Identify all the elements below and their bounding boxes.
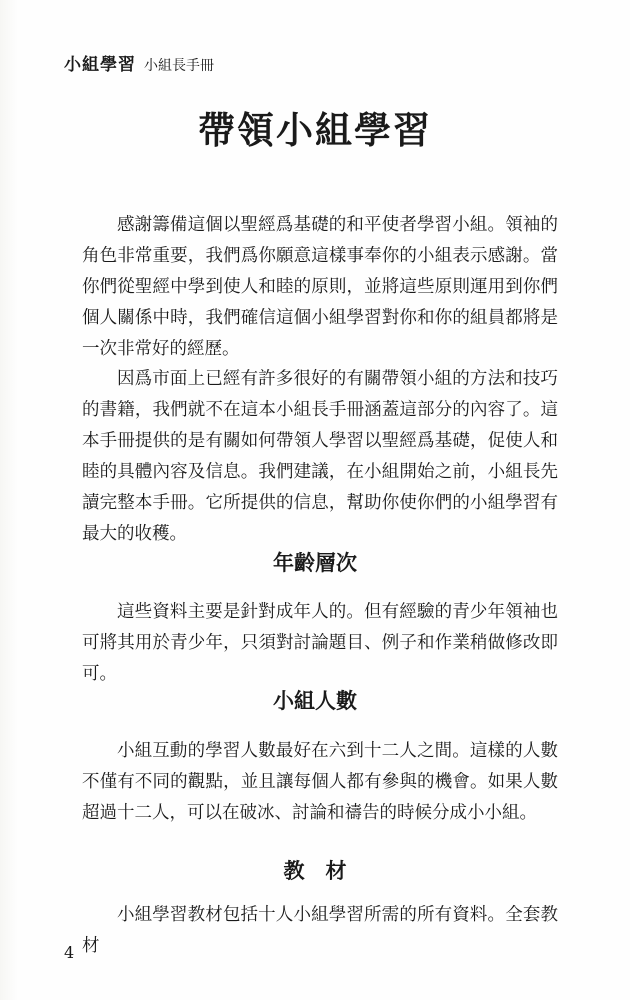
book-subtitle: 小組長手冊	[144, 58, 214, 74]
book-title: 小組學習	[64, 55, 136, 75]
section-heading-group-size: 小組人數	[273, 688, 357, 713]
section-text-age: 這些資料主要是針對成年人的。但有經驗的青少年領袖也可將其用於青少年，只須對討論題目、例子和作業稍做修改即可。	[82, 602, 558, 684]
section-text-group-size: 小組互動的學習人數最好在六到十二人之間。這樣的人數不僅有不同的觀點，並且讓每個人都有參與的機會。如果人數超過十二人，可以在破冰、討論和禱告的時候分成小小組。	[82, 741, 558, 823]
page-title: 帶領小組學習	[198, 108, 432, 152]
page-number: 4	[64, 943, 75, 962]
section-heading-materials: 教 材	[283, 858, 347, 883]
intro-paragraph-1: 感謝籌備這個以聖經爲基礎的和平使者學習小組。領袖的角色非常重要，我們爲你願意這樣事奉你的小組表示感謝。當你們從聖經中學到使人和睦的原則，並將這些原則運用到你們個人關係中時，我們確信這個小組學習對你和你的組員都將是一次非常好的經歷。	[82, 215, 558, 359]
section-text-materials: 小組學習教材包括十人小組學習所需的所有資料。全套教材	[82, 905, 558, 956]
running-header	[64, 50, 214, 75]
section-heading-age: 年齡層次	[273, 550, 357, 575]
intro-paragraph-2: 因爲市面上已經有許多很好的有關帶領小組的方法和技巧的書籍，我們就不在這本小組長手冊涵蓋這部分的內容了。這本手冊提供的是有關如何帶領人學習以聖經爲基礎，促使人和睦的具體內容及信息。我們建議，在小組開始之前，小組長先讀完整本手冊。它所提供的信息，幫助你使你們的小組學習有最大的收穫。	[82, 369, 558, 544]
